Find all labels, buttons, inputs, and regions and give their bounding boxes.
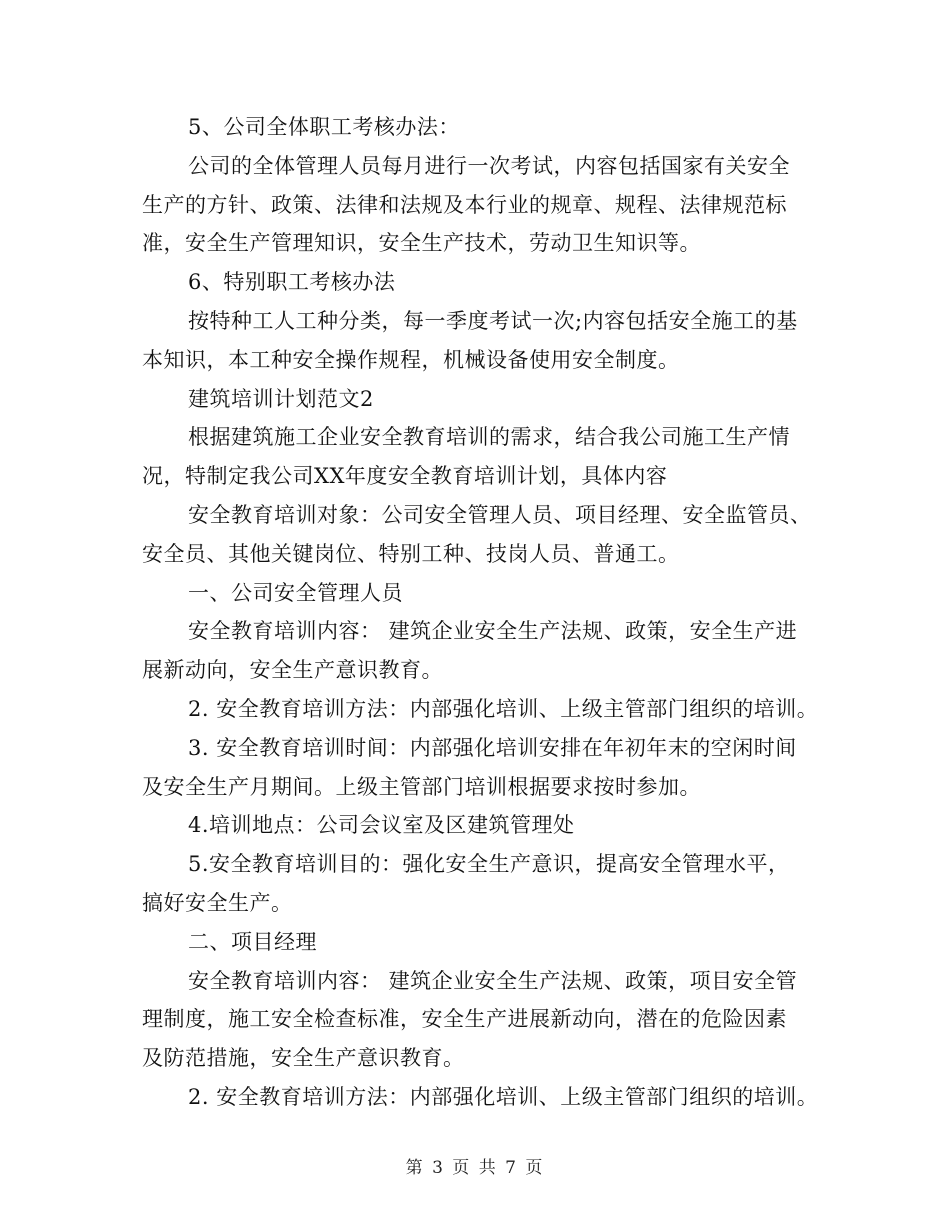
text-line: 3. 安全教育培训时间：内部强化培训安排在年初年末的空闲时间 [188, 735, 797, 760]
text-line: 搞好安全生产。 [142, 890, 293, 915]
page-footer: 第 3 页 共 7 页 [405, 1158, 545, 1178]
text-line: 理制度，施工安全检查标准，安全生产进展新动向，潜在的危险因素 [142, 1007, 787, 1032]
text-line: 建筑培训计划范文2 [188, 386, 374, 411]
text-line: 5.安全教育培训目的：强化安全生产意识，提高安全管理水平， [188, 852, 790, 877]
text-line: 本知识，本工种安全操作规程，机械设备使用安全制度。 [142, 347, 680, 372]
text-line: 公司的全体管理人员每月进行一次考试，内容包括国家有关安全 [188, 153, 790, 178]
text-line: 安全教育培训内容： 建筑企业安全生产法规、政策，项目安全管 [188, 968, 798, 993]
text-line: 一、公司安全管理人员 [188, 580, 403, 605]
text-line: 及安全生产月期间。上级主管部门培训根据要求按时参加。 [142, 774, 701, 799]
text-line: 准，安全生产管理知识，安全生产技术，劳动卫生知识等。 [142, 231, 701, 256]
text-line: 况，特制定我公司XX年度安全教育培训计划，具体内容 [142, 464, 668, 489]
text-line: 展新动向，安全生产意识教育。 [142, 658, 443, 683]
text-line: 4.培训地点：公司会议室及区建筑管理处 [188, 813, 575, 838]
text-line: 2. 安全教育培训方法：内部强化培训、上级主管部门组织的培训。 [188, 1084, 819, 1109]
text-line: 根据建筑施工企业安全教育培训的需求，结合我公司施工生产情 [188, 425, 790, 450]
text-line: 生产的方针、政策、法律和法规及本行业的规章、规程、法律规范标 [142, 192, 787, 217]
text-line: 安全教育培训内容： 建筑企业安全生产法规、政策，安全生产进 [188, 619, 798, 644]
text-line: 安全员、其他关键岗位、特别工种、技岗人员、普通工。 [142, 541, 680, 566]
text-line: 2. 安全教育培训方法：内部强化培训、上级主管部门组织的培训。 [188, 696, 819, 721]
text-line: 5、公司全体职工考核办法： [188, 115, 460, 139]
text-line: 及防范措施，安全生产意识教育。 [142, 1046, 465, 1071]
text-line: 安全教育培训对象：公司安全管理人员、项目经理、安全监管员、 [188, 502, 812, 527]
text-line: 按特种工人工种分类，每一季度考试一次;内容包括安全施工的基 [188, 308, 798, 333]
body-text [142, 108, 832, 1117]
text-line: 6、特别职工考核办法 [188, 270, 396, 295]
text-line: 二、项目经理 [188, 929, 317, 954]
